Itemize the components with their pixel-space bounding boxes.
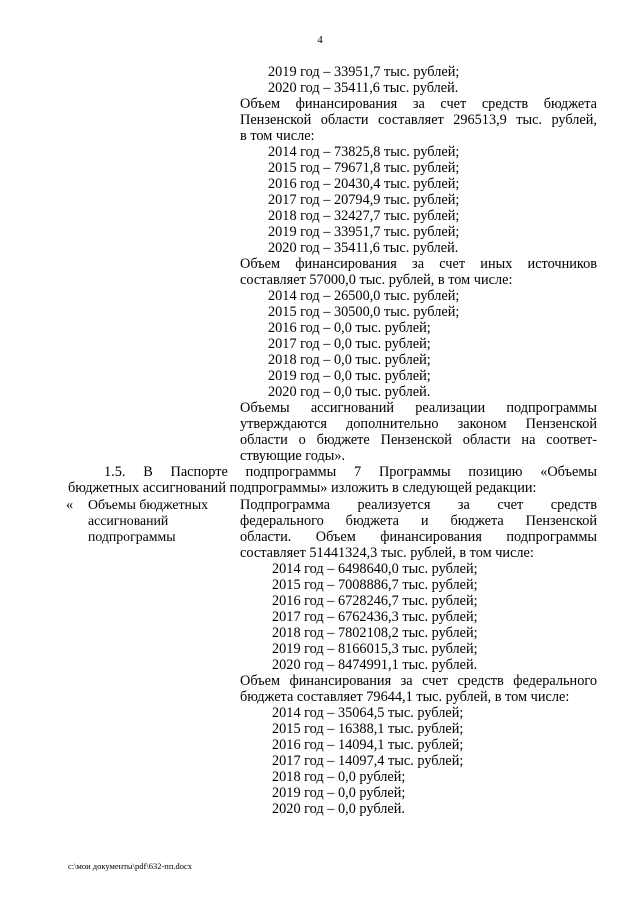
- regional-year-line: 2016 год – 20430,4 тыс. рублей;: [268, 176, 460, 192]
- total-year-line: 2014 год – 6498640,0 тыс. рублей;: [272, 561, 478, 577]
- open-quote: «: [66, 497, 74, 513]
- federal-year-line: 2018 год – 0,0 рублей;: [272, 769, 406, 785]
- other-year-line: 2014 год – 26500,0 тыс. рублей;: [268, 288, 460, 304]
- regional-year-line: 2017 год – 20794,9 тыс. рублей;: [268, 192, 460, 208]
- federal-para-line: Объем финансирования за счет средств федерального: [240, 673, 597, 689]
- total-para-line: составляет 51441324,3 тыс. рублей, в том числе:: [240, 545, 534, 561]
- other-para-line: составляет 57000,0 тыс. рублей, в том числе:: [240, 272, 513, 288]
- total-year-line: 2017 год – 6762436,3 тыс. рублей;: [272, 609, 478, 625]
- federal-year-line: 2016 год – 14094,1 тыс. рублей;: [272, 737, 464, 753]
- federal-year-line: 2015 год – 16388,1 тыс. рублей;: [272, 721, 464, 737]
- regional-year-line: 2018 год – 32427,7 тыс. рублей;: [268, 208, 460, 224]
- regional-year-line: 2015 год – 79671,8 тыс. рублей;: [268, 160, 460, 176]
- federal-year-line: 2020 год – 0,0 рублей.: [272, 801, 405, 817]
- total-para-line: Подпрограмма реализуется за счет средств: [240, 497, 597, 513]
- regional-para-line: Объем финансирования за счет средств бюджета: [240, 96, 597, 112]
- federal-year-line: 2019 год – 0,0 рублей;: [272, 785, 406, 801]
- total-para-line: федерального бюджета и бюджета Пензенской: [240, 513, 597, 529]
- total-year-line: 2019 год – 8166015,3 тыс. рублей;: [272, 641, 478, 657]
- regional-year-line: 2014 год – 73825,8 тыс. рублей;: [268, 144, 460, 160]
- section-1-5-line: бюджетных ассигнований подпрограммы» изложить в следующей редакции:: [68, 480, 537, 496]
- table-label-line: Объемы бюджетных: [88, 497, 209, 512]
- total-para-line: области. Объем финансирования подпрограммы: [240, 529, 597, 545]
- approval-para-line: Объемы ассигнований реализации подпрограммы: [240, 400, 597, 416]
- year-line: 2019 год – 33951,7 тыс. рублей;: [268, 64, 460, 80]
- total-year-line: 2015 год – 7008886,7 тыс. рублей;: [272, 577, 478, 593]
- federal-year-line: 2014 год – 35064,5 тыс. рублей;: [272, 705, 464, 721]
- other-year-line: 2015 год – 30500,0 тыс. рублей;: [268, 304, 460, 320]
- regional-para-line: в том числе:: [240, 128, 315, 144]
- regional-para-line: Пензенской области составляет 296513,9 тыс. рублей,: [240, 112, 597, 128]
- total-year-line: 2020 год – 8474991,1 тыс. рублей.: [272, 657, 478, 673]
- table-label-line: ассигнований: [88, 513, 169, 528]
- approval-para-line: утверждаются дополнительно законом Пензенской: [240, 416, 597, 432]
- approval-para-line: ствующие годы».: [240, 448, 346, 464]
- federal-para-line: бюджета составляет 79644,1 тыс. рублей, в том числе:: [240, 689, 570, 705]
- total-year-line: 2018 год – 7802108,2 тыс. рублей;: [272, 625, 478, 641]
- other-year-line: 2016 год – 0,0 тыс. рублей;: [268, 320, 431, 336]
- other-year-line: 2018 год – 0,0 тыс. рублей;: [268, 352, 431, 368]
- other-year-line: 2019 год – 0,0 тыс. рублей;: [268, 368, 431, 384]
- other-year-line: 2017 год – 0,0 тыс. рублей;: [268, 336, 431, 352]
- page-number: 4: [317, 34, 323, 46]
- total-year-line: 2016 год – 6728246,7 тыс. рублей;: [272, 593, 478, 609]
- table-label-line: подпрограммы: [88, 529, 176, 544]
- other-year-line: 2020 год – 0,0 тыс. рублей.: [268, 384, 431, 400]
- regional-year-line: 2020 год – 35411,6 тыс. рублей.: [268, 240, 459, 256]
- section-1-5-line: 1.5. В Паспорте подпрограммы 7 Программы позицию «Объемы: [104, 464, 597, 480]
- regional-year-line: 2019 год – 33951,7 тыс. рублей;: [268, 224, 460, 240]
- year-line: 2020 год – 35411,6 тыс. рублей.: [268, 80, 459, 96]
- approval-para-line: области о бюджете Пензенской области на соответ-: [240, 432, 597, 448]
- other-para-line: Объем финансирования за счет иных источников: [240, 256, 597, 272]
- footer-file-path: c:\мои документы\pdf\632-пп.docx: [68, 861, 193, 871]
- federal-year-line: 2017 год – 14097,4 тыс. рублей;: [272, 753, 464, 769]
